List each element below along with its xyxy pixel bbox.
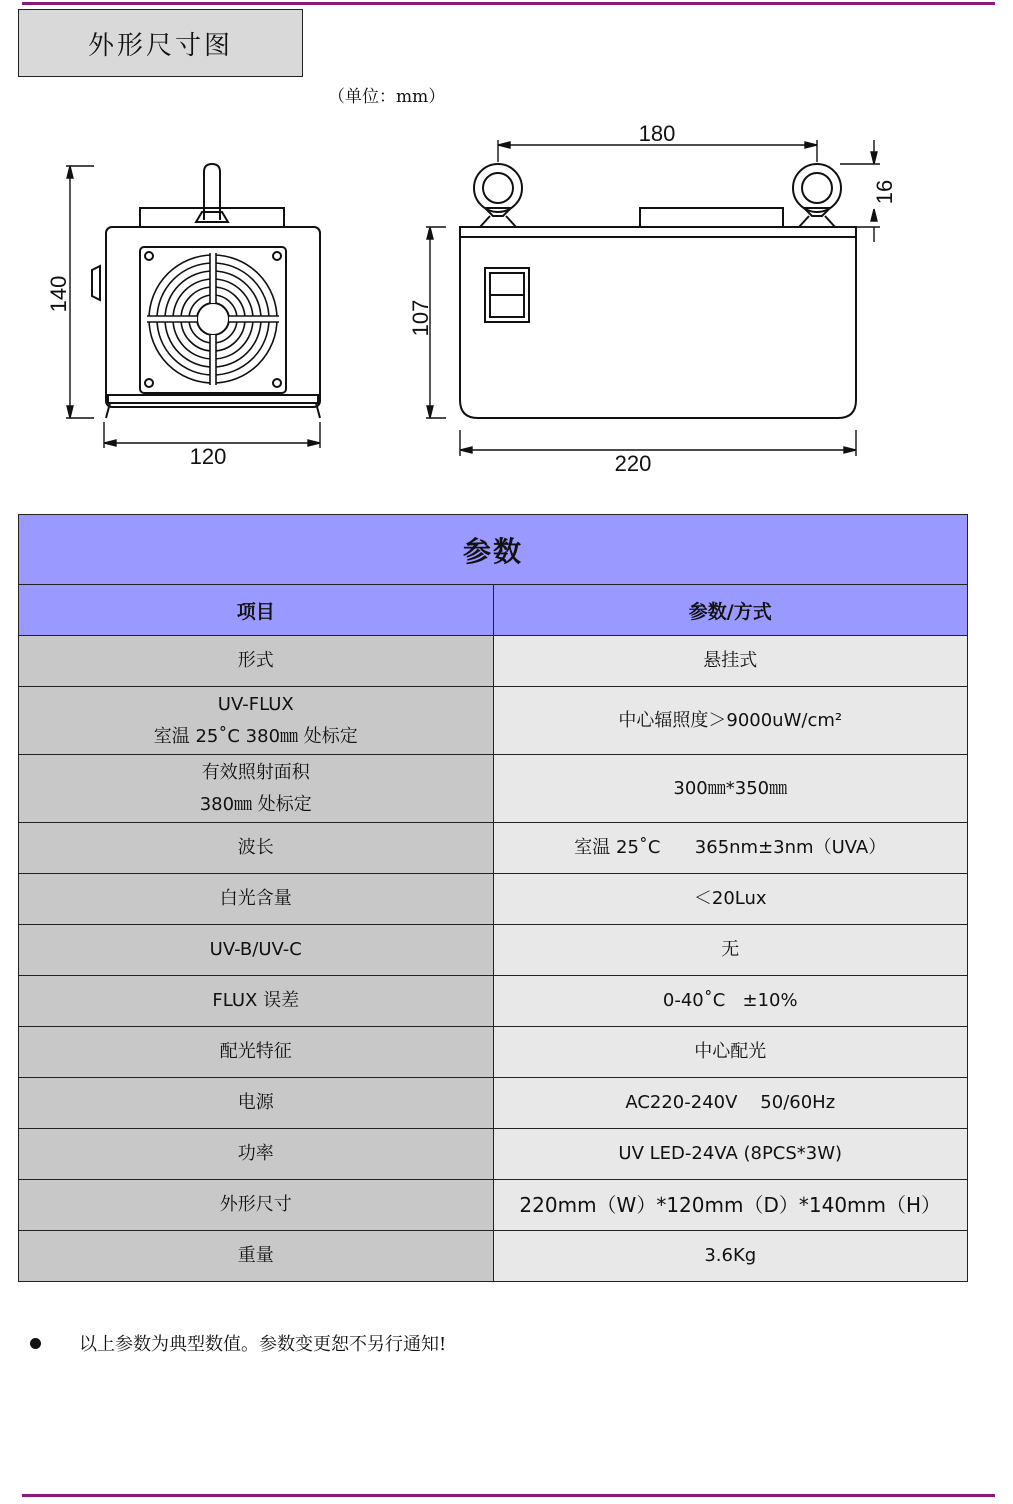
row-key: 白光含量 xyxy=(19,874,494,925)
dim-140: 140 xyxy=(46,275,71,313)
dimension-drawing xyxy=(0,100,1013,490)
table-row xyxy=(19,1027,968,1078)
row-key xyxy=(19,687,494,755)
bullet-icon xyxy=(30,1338,41,1349)
row-value: 中心辐照度＞9000uW/cm² xyxy=(493,687,968,755)
row-key-line2: 室温 25˚C 380㎜ 处标定 xyxy=(153,725,358,747)
table-row xyxy=(19,874,968,925)
row-key: 配光特征 xyxy=(19,1027,494,1078)
dim-16: 16 xyxy=(872,179,897,205)
dim-107: 107 xyxy=(408,299,433,337)
header-value: 参数/方式 xyxy=(493,585,968,636)
table-row xyxy=(19,1129,968,1180)
row-key xyxy=(19,755,494,823)
row-key: 重量 xyxy=(19,1231,494,1282)
row-key: 电源 xyxy=(19,1078,494,1129)
row-value: 无 xyxy=(493,925,968,976)
fan-grille xyxy=(147,253,279,385)
table-row xyxy=(19,636,968,687)
row-value: 悬挂式 xyxy=(493,636,968,687)
row-value: UV LED-24VA (8PCS*3W) xyxy=(493,1129,968,1180)
row-value: 中心配光 xyxy=(493,1027,968,1078)
row-key: 波长 xyxy=(19,823,494,874)
dim-180: 180 xyxy=(638,121,676,146)
footnote-text: 以上参数为典型数值。参数变更恕不另行通知! xyxy=(79,1334,447,1355)
bottom-rule xyxy=(22,1494,995,1497)
row-value: AC220-240V 50/60Hz xyxy=(493,1078,968,1129)
row-value: 0-40˚C ±10% xyxy=(493,976,968,1027)
table-title: 参数 xyxy=(19,515,968,585)
parameter-table xyxy=(18,514,968,1282)
footnote xyxy=(30,1330,446,1356)
table-row xyxy=(19,1180,968,1231)
row-key: FLUX 误差 xyxy=(19,976,494,1027)
dim-220: 220 xyxy=(614,451,652,476)
row-value: 300㎜*350㎜ xyxy=(493,755,968,823)
table-row xyxy=(19,687,968,755)
top-rule xyxy=(22,2,995,5)
row-value: ＜20Lux xyxy=(493,874,968,925)
table-row xyxy=(19,1078,968,1129)
row-value: 室温 25˚C 365nm±3nm（UVA） xyxy=(493,823,968,874)
row-key: UV-B/UV-C xyxy=(19,925,494,976)
row-key: 形式 xyxy=(19,636,494,687)
side-view xyxy=(460,164,856,418)
row-key-line1: 有效照射面积 xyxy=(201,761,310,783)
dim-120: 120 xyxy=(189,444,227,469)
row-key: 外形尺寸 xyxy=(19,1180,494,1231)
table-row xyxy=(19,823,968,874)
row-value: 3.6Kg xyxy=(493,1231,968,1282)
row-key-line2: 380㎜ 处标定 xyxy=(199,793,312,815)
table-row xyxy=(19,976,968,1027)
header-item: 项目 xyxy=(19,585,494,636)
table-row xyxy=(19,1231,968,1282)
table-row xyxy=(19,925,968,976)
table-row xyxy=(19,755,968,823)
row-key-line1: UV-FLUX xyxy=(217,693,294,715)
row-key: 功率 xyxy=(19,1129,494,1180)
unit-label: （单位：mm） xyxy=(328,87,446,107)
front-view xyxy=(92,164,320,418)
section-title: 外形尺寸图 xyxy=(18,9,303,77)
row-value: 220mm（W）*120mm（D）*140mm（H） xyxy=(493,1180,968,1231)
